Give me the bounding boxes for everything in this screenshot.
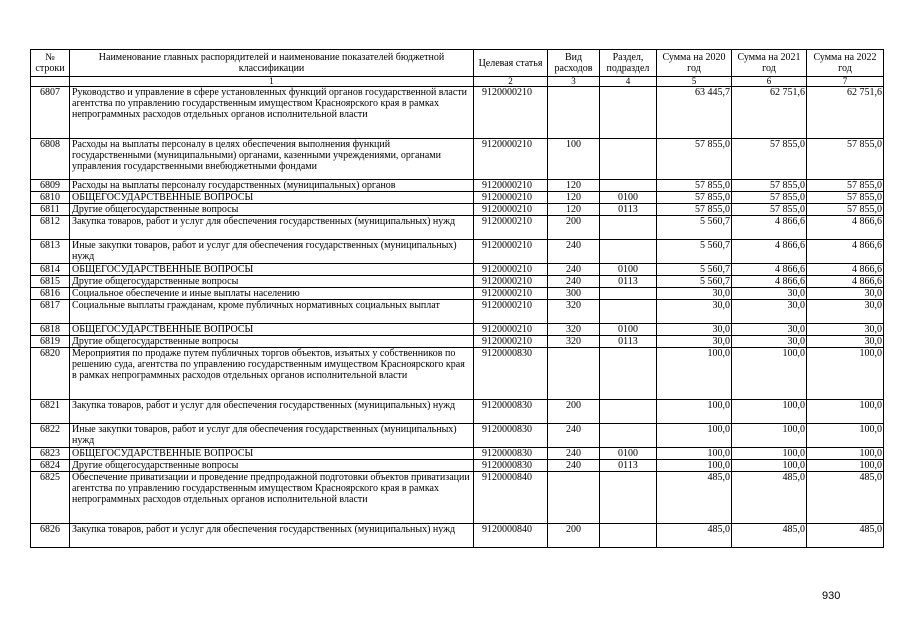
- row-name: Закупка товаров, работ и услуг для обеспечения государственных (муниципальных) нужд: [70, 400, 474, 424]
- row-sum-2021: 100,0: [732, 400, 807, 424]
- table-row: [31, 300, 884, 324]
- row-target: 9120000210: [474, 240, 548, 264]
- row-sum-2020: 485,0: [657, 524, 732, 548]
- row-sum-2021: 57 855,0: [732, 139, 807, 180]
- table-row: [31, 216, 884, 240]
- row-target: 9120000830: [474, 348, 548, 400]
- row-vid: 200: [548, 216, 600, 240]
- table-row: [31, 87, 884, 139]
- row-vid: 320: [548, 324, 600, 336]
- row-sum-2022: 30,0: [807, 288, 884, 300]
- row-sum-2022: 62 751,6: [807, 87, 884, 139]
- row-sum-2021: 4 866,6: [732, 276, 807, 288]
- row-razdel: 0113: [600, 460, 657, 472]
- row-sum-2022: 30,0: [807, 300, 884, 324]
- row-name: Социальное обеспечение и иные выплаты населению: [70, 288, 474, 300]
- row-number: 6811: [31, 204, 70, 216]
- row-sum-2022: 100,0: [807, 400, 884, 424]
- header-target: Целевая статья: [474, 50, 548, 77]
- table-row: [31, 139, 884, 180]
- table-row: [31, 192, 884, 204]
- row-name: Расходы на выплаты персоналу государственных (муниципальных) органов: [70, 180, 474, 192]
- row-sum-2021: 485,0: [732, 472, 807, 524]
- row-number: 6825: [31, 472, 70, 524]
- page-number: 930: [822, 590, 841, 602]
- row-razdel: [600, 216, 657, 240]
- row-name: Другие общегосударственные вопросы: [70, 460, 474, 472]
- row-razdel: [600, 400, 657, 424]
- row-name: ОБЩЕГОСУДАРСТВЕННЫЕ ВОПРОСЫ: [70, 448, 474, 460]
- table-row: [31, 348, 884, 400]
- row-vid: 240: [548, 264, 600, 276]
- row-sum-2022: 4 866,6: [807, 276, 884, 288]
- row-vid: 200: [548, 524, 600, 548]
- row-target: 9120000210: [474, 87, 548, 139]
- row-name: Другие общегосударственные вопросы: [70, 204, 474, 216]
- row-razdel: 0100: [600, 192, 657, 204]
- row-sum-2020: 100,0: [657, 424, 732, 448]
- row-sum-2022: 30,0: [807, 324, 884, 336]
- row-razdel: 0113: [600, 204, 657, 216]
- row-sum-2022: 485,0: [807, 472, 884, 524]
- table-row: [31, 336, 884, 348]
- row-sum-2022: 57 855,0: [807, 139, 884, 180]
- row-number: 6822: [31, 424, 70, 448]
- table-row: [31, 400, 884, 424]
- table-row: [31, 204, 884, 216]
- row-vid: 240: [548, 240, 600, 264]
- row-sum-2020: 57 855,0: [657, 180, 732, 192]
- row-sum-2021: 4 866,6: [732, 240, 807, 264]
- row-number: 6813: [31, 240, 70, 264]
- column-number: 5: [657, 77, 732, 87]
- row-target: 9120000210: [474, 216, 548, 240]
- row-sum-2021: 30,0: [732, 300, 807, 324]
- row-name: Иные закупки товаров, работ и услуг для обеспечения государственных (муниципальных) нужд: [70, 424, 474, 448]
- row-sum-2021: 57 855,0: [732, 192, 807, 204]
- header-name: Наименование главных распорядителей и наименование показателей бюджетной классификации: [70, 50, 474, 77]
- row-razdel: [600, 240, 657, 264]
- row-sum-2022: 100,0: [807, 424, 884, 448]
- row-sum-2020: 57 855,0: [657, 192, 732, 204]
- row-razdel: [600, 524, 657, 548]
- row-target: 9120000840: [474, 524, 548, 548]
- row-razdel: [600, 472, 657, 524]
- row-name: Руководство и управление в сфере установленных функций органов государственной власти агентства по управлению государственным имуществом Красноярского края в рамках непрограммных расходов отдельных органов исполнительной власти: [70, 87, 474, 139]
- row-vid: 200: [548, 400, 600, 424]
- table-row: [31, 324, 884, 336]
- row-sum-2021: 100,0: [732, 460, 807, 472]
- row-sum-2020: 57 855,0: [657, 204, 732, 216]
- header-vid: Вид расходов: [548, 50, 600, 77]
- row-name: Закупка товаров, работ и услуг для обеспечения государственных (муниципальных) нужд: [70, 524, 474, 548]
- row-name: ОБЩЕГОСУДАРСТВЕННЫЕ ВОПРОСЫ: [70, 264, 474, 276]
- row-vid: 320: [548, 336, 600, 348]
- column-number: 7: [807, 77, 884, 87]
- row-sum-2022: 485,0: [807, 524, 884, 548]
- row-sum-2022: 100,0: [807, 348, 884, 400]
- table-row: [31, 524, 884, 548]
- row-number: 6823: [31, 448, 70, 460]
- row-sum-2022: 57 855,0: [807, 180, 884, 192]
- row-razdel: [600, 139, 657, 180]
- row-sum-2021: 30,0: [732, 288, 807, 300]
- table-row: [31, 448, 884, 460]
- row-vid: 120: [548, 204, 600, 216]
- row-number: 6819: [31, 336, 70, 348]
- header-razdel: Раздел, подраздел: [600, 50, 657, 77]
- row-sum-2022: 30,0: [807, 336, 884, 348]
- row-razdel: [600, 180, 657, 192]
- row-target: 9120000210: [474, 336, 548, 348]
- row-number: 6807: [31, 87, 70, 139]
- table-row: [31, 472, 884, 524]
- row-sum-2020: 5 560,7: [657, 240, 732, 264]
- row-vid: 240: [548, 448, 600, 460]
- row-sum-2021: 30,0: [732, 324, 807, 336]
- row-sum-2022: 4 866,6: [807, 216, 884, 240]
- table-row: [31, 240, 884, 264]
- table-row: [31, 460, 884, 472]
- row-name: Другие общегосударственные вопросы: [70, 336, 474, 348]
- row-razdel: 0100: [600, 264, 657, 276]
- row-razdel: [600, 348, 657, 400]
- row-sum-2020: 485,0: [657, 472, 732, 524]
- budget-table: [30, 49, 884, 548]
- row-sum-2021: 62 751,6: [732, 87, 807, 139]
- row-sum-2022: 4 866,6: [807, 240, 884, 264]
- row-number: 6808: [31, 139, 70, 180]
- row-name: ОБЩЕГОСУДАРСТВЕННЫЕ ВОПРОСЫ: [70, 192, 474, 204]
- column-number: 4: [600, 77, 657, 87]
- table-header-row: [31, 50, 884, 77]
- row-sum-2020: 30,0: [657, 288, 732, 300]
- row-sum-2020: 30,0: [657, 324, 732, 336]
- row-razdel: 0113: [600, 336, 657, 348]
- row-name: Обеспечение приватизации и проведение предпродажной подготовки объектов приватизации агентства по управлению государственным имуществом Красноярского края в рамках непрограммных расходов отдельных органов исполнительной власти: [70, 472, 474, 524]
- row-target: 9120000830: [474, 448, 548, 460]
- row-sum-2021: 100,0: [732, 448, 807, 460]
- row-vid: 100: [548, 139, 600, 180]
- row-vid: 320: [548, 300, 600, 324]
- row-sum-2020: 57 855,0: [657, 139, 732, 180]
- row-razdel: [600, 424, 657, 448]
- row-vid: 240: [548, 276, 600, 288]
- column-number: 1: [70, 77, 474, 87]
- table-row: [31, 180, 884, 192]
- row-number: 6812: [31, 216, 70, 240]
- row-vid: 120: [548, 180, 600, 192]
- row-number: 6816: [31, 288, 70, 300]
- header-sum-2022: Сумма на 2022 год: [807, 50, 884, 77]
- row-target: 9120000830: [474, 460, 548, 472]
- row-target: 9120000210: [474, 264, 548, 276]
- row-sum-2021: 4 866,6: [732, 264, 807, 276]
- row-razdel: 0113: [600, 276, 657, 288]
- header-sum-2020: Сумма на 2020 год: [657, 50, 732, 77]
- row-number: 6814: [31, 264, 70, 276]
- row-sum-2021: 100,0: [732, 424, 807, 448]
- row-target: 9120000210: [474, 324, 548, 336]
- row-sum-2021: 57 855,0: [732, 180, 807, 192]
- row-target: 9120000840: [474, 472, 548, 524]
- table-row: [31, 276, 884, 288]
- row-vid: 240: [548, 460, 600, 472]
- row-sum-2021: 100,0: [732, 348, 807, 400]
- row-sum-2020: 5 560,7: [657, 276, 732, 288]
- column-number: 6: [732, 77, 807, 87]
- row-vid: 120: [548, 192, 600, 204]
- row-number: 6820: [31, 348, 70, 400]
- row-sum-2020: 5 560,7: [657, 264, 732, 276]
- row-name: Социальные выплаты гражданам, кроме публичных нормативных социальных выплат: [70, 300, 474, 324]
- column-number-row: [31, 77, 884, 87]
- row-number: 6815: [31, 276, 70, 288]
- table-row: [31, 424, 884, 448]
- row-sum-2020: 63 445,7: [657, 87, 732, 139]
- row-number: 6817: [31, 300, 70, 324]
- row-sum-2020: 100,0: [657, 400, 732, 424]
- table-body: [31, 87, 884, 548]
- row-razdel: 0100: [600, 448, 657, 460]
- row-number: 6824: [31, 460, 70, 472]
- row-sum-2022: 100,0: [807, 448, 884, 460]
- row-name: Расходы на выплаты персоналу в целях обеспечения выполнения функций государственными (муниципальными) органами, казенными учреждениями, органами управления государственными внебюджетными фондами: [70, 139, 474, 180]
- row-sum-2022: 57 855,0: [807, 204, 884, 216]
- row-number: 6826: [31, 524, 70, 548]
- row-sum-2022: 4 866,6: [807, 264, 884, 276]
- row-vid: [548, 87, 600, 139]
- row-target: 9120000210: [474, 300, 548, 324]
- row-sum-2020: 30,0: [657, 300, 732, 324]
- row-sum-2021: 30,0: [732, 336, 807, 348]
- row-name: ОБЩЕГОСУДАРСТВЕННЫЕ ВОПРОСЫ: [70, 324, 474, 336]
- row-razdel: 0100: [600, 324, 657, 336]
- row-razdel: [600, 300, 657, 324]
- row-target: 9120000830: [474, 424, 548, 448]
- row-name: Иные закупки товаров, работ и услуг для обеспечения государственных (муниципальных) нужд: [70, 240, 474, 264]
- header-sum-2021: Сумма на 2021 год: [732, 50, 807, 77]
- row-target: 9120000210: [474, 204, 548, 216]
- row-sum-2020: 100,0: [657, 348, 732, 400]
- row-target: 9120000210: [474, 288, 548, 300]
- row-target: 9120000210: [474, 276, 548, 288]
- row-razdel: [600, 288, 657, 300]
- row-number: 6809: [31, 180, 70, 192]
- row-sum-2022: 57 855,0: [807, 192, 884, 204]
- row-name: Закупка товаров, работ и услуг для обеспечения государственных (муниципальных) нужд: [70, 216, 474, 240]
- column-number: [31, 77, 70, 87]
- row-number: 6818: [31, 324, 70, 336]
- row-sum-2020: 5 560,7: [657, 216, 732, 240]
- row-name: Другие общегосударственные вопросы: [70, 276, 474, 288]
- row-number: 6810: [31, 192, 70, 204]
- row-sum-2020: 100,0: [657, 448, 732, 460]
- row-sum-2021: 4 866,6: [732, 216, 807, 240]
- column-number: 3: [548, 77, 600, 87]
- table-row: [31, 264, 884, 276]
- row-sum-2022: 100,0: [807, 460, 884, 472]
- header-row-number: № строки: [31, 50, 70, 77]
- row-sum-2020: 30,0: [657, 336, 732, 348]
- row-name: Мероприятия по продаже путем публичных торгов объектов, изъятых у собственников по решению суда, агентства по управлению государственным имуществом Красноярского края в рамках непрограммных расходов отдельных органов исполнительной власти: [70, 348, 474, 400]
- row-target: 9120000210: [474, 192, 548, 204]
- row-target: 9120000210: [474, 139, 548, 180]
- row-number: 6821: [31, 400, 70, 424]
- table-row: [31, 288, 884, 300]
- row-target: 9120000210: [474, 180, 548, 192]
- column-number: 2: [474, 77, 548, 87]
- row-target: 9120000830: [474, 400, 548, 424]
- row-vid: [548, 472, 600, 524]
- row-vid: 240: [548, 424, 600, 448]
- row-sum-2021: 485,0: [732, 524, 807, 548]
- row-vid: 300: [548, 288, 600, 300]
- row-razdel: [600, 87, 657, 139]
- row-sum-2020: 100,0: [657, 460, 732, 472]
- row-sum-2021: 57 855,0: [732, 204, 807, 216]
- row-vid: [548, 348, 600, 400]
